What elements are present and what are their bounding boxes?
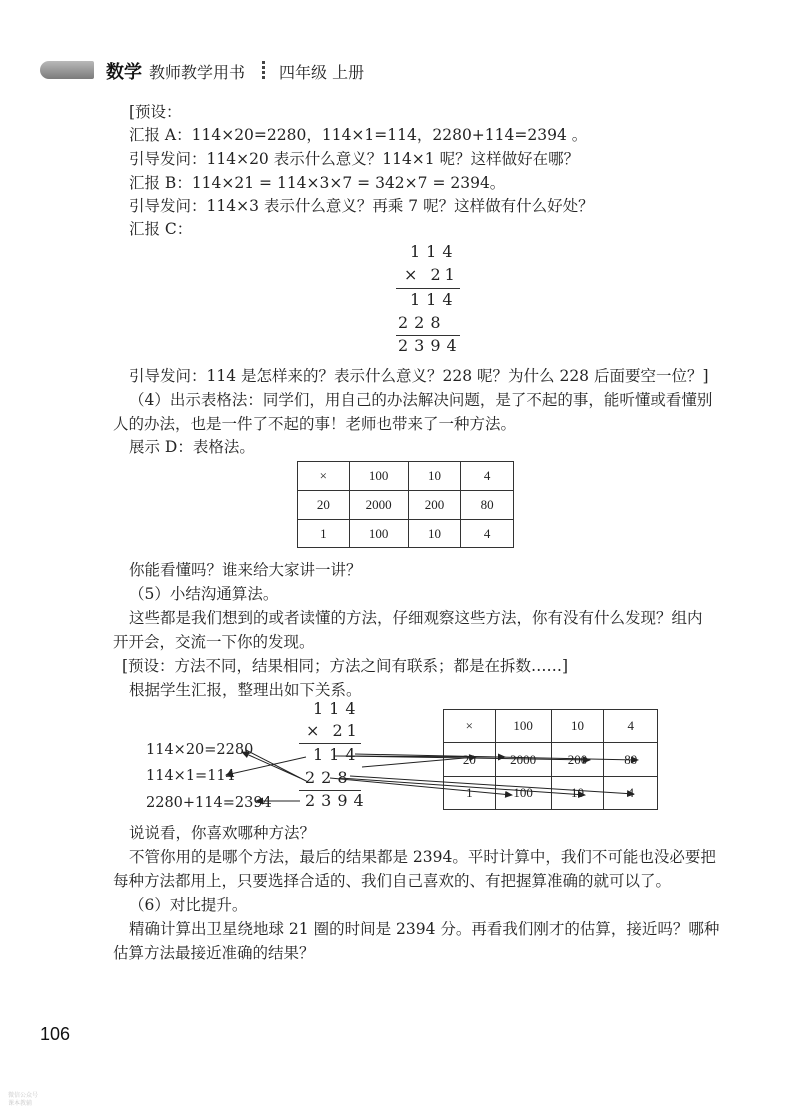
text-line: [预设： bbox=[129, 103, 182, 121]
header-subject: 数学 bbox=[106, 62, 142, 83]
watermark: 微信公众号 课本教辅 bbox=[8, 1092, 39, 1107]
text-line: 不管你用的是哪个方法，最后的结果都是 2394。平时计算中，我们不可能也没必要把 bbox=[129, 848, 716, 866]
header-book-title: 教师教学用书 bbox=[149, 63, 246, 82]
text-line: 你能看懂吗？谁来给大家讲一讲？ bbox=[129, 561, 362, 579]
table-cell: 100 bbox=[495, 710, 551, 743]
table-cell: 2000 bbox=[349, 491, 408, 520]
text-line: 每种方法都用上，只要选择合适的、我们自己喜欢的、有把握算准确的就可以了。 bbox=[113, 872, 672, 890]
text-line: （5）小结沟通算法。 bbox=[129, 585, 279, 603]
text-line: 根据学生汇报，整理出如下关系。 bbox=[129, 681, 362, 699]
arrow-line bbox=[362, 757, 476, 767]
table-cell: 10 bbox=[408, 520, 461, 548]
table-cell: 4 bbox=[461, 462, 514, 491]
calc-partial-1: 114 bbox=[410, 290, 459, 309]
arrow-line bbox=[226, 757, 306, 775]
table-cell: 100 bbox=[495, 777, 551, 810]
table-cell: 80 bbox=[461, 491, 514, 520]
table-cell: 10 bbox=[551, 777, 604, 810]
table-cell: 4 bbox=[604, 777, 658, 810]
table-cell: 100 bbox=[349, 520, 408, 548]
calc-multiplier: × 21 bbox=[404, 265, 459, 284]
arrow-line bbox=[350, 776, 634, 794]
table-cell: 1 bbox=[298, 520, 350, 548]
text-line: 引导发问：114 是怎样来的？表示什么意义？228 呢？为什么 228 后面要空一位？] bbox=[129, 367, 709, 385]
text-line: 汇报 C： bbox=[129, 220, 193, 238]
text-line: 估算方法最接近准确的结果？ bbox=[113, 944, 315, 962]
text-line: 汇报 A：114×20=2280，114×1=114，2280+114=2394 。 bbox=[129, 126, 588, 144]
table-cell: 1 bbox=[444, 777, 496, 810]
text-line: 这些都是我们想到的或者读懂的方法，仔细观察这些方法，你有没有什么发现？组内 bbox=[129, 609, 703, 627]
text-line: 说说看，你喜欢哪种方法？ bbox=[129, 824, 316, 842]
table-cell: 2000 bbox=[495, 743, 551, 777]
text-line: （6）对比提升。 bbox=[129, 896, 248, 914]
table-cell: 4 bbox=[461, 520, 514, 548]
text-line: 引导发问：114×20 表示什么意义？114×1 呢？这样做好在哪？ bbox=[129, 150, 580, 168]
text-line: 开开会，交流一下你的发现。 bbox=[113, 633, 315, 651]
table-cell: × bbox=[298, 462, 350, 491]
page-number: 106 bbox=[40, 1024, 71, 1044]
header-grade: 四年级 上册 bbox=[279, 63, 365, 82]
calc-partial-2: 228 bbox=[398, 313, 447, 332]
relation-calc-result: 2394 bbox=[305, 791, 370, 810]
relation-calc-partial-1: 114 bbox=[313, 745, 362, 764]
relation-calc-multiplicand: 114 bbox=[313, 699, 362, 718]
table-cell: 200 bbox=[408, 491, 461, 520]
relation-calc-partial-2: 228 bbox=[305, 768, 354, 787]
text-line: 汇报 B：114×21 = 114×3×7 = 342×7 = 2394。 bbox=[129, 174, 506, 192]
text-line: 引导发问：114×3 表示什么意义？再乘 7 呢？这样做有什么好处？ bbox=[129, 197, 594, 215]
table-cell: 10 bbox=[551, 710, 604, 743]
table-cell: × bbox=[444, 710, 496, 743]
table-cell: 20 bbox=[298, 491, 350, 520]
text-line: 精确计算出卫星绕地球 21 圈的时间是 2394 分。再看我们刚才的估算，接近吗？哪种 bbox=[129, 920, 720, 938]
text-line: （4）出示表格法：同学们，用自己的办法解决问题，是了不起的事，能听懂或看懂别 bbox=[129, 391, 713, 409]
relation-label-3: 2280+114=2394 bbox=[146, 795, 272, 811]
arrow-line bbox=[246, 750, 308, 782]
relation-calc-multiplier: × 21 bbox=[306, 721, 361, 740]
table-cell: 100 bbox=[349, 462, 408, 491]
calc-result: 2394 bbox=[398, 336, 463, 355]
table-cell: 10 bbox=[408, 462, 461, 491]
text-line: 展示 D：表格法。 bbox=[129, 438, 255, 456]
calc-multiplicand: 114 bbox=[410, 242, 459, 261]
relation-label-1: 114×20=2280 bbox=[146, 742, 254, 758]
arrow-line bbox=[340, 778, 585, 795]
table-cell: 80 bbox=[604, 743, 658, 777]
text-line: [预设：方法不同，结果相同；方法之间有联系；都是在拆数……] bbox=[122, 657, 569, 675]
text-line: 人的办法，也是一件了不起的事！老师也带来了一种方法。 bbox=[113, 415, 517, 433]
relation-label-2: 114×1=114 bbox=[146, 768, 235, 784]
table-cell: 20 bbox=[444, 743, 496, 777]
table-cell: 200 bbox=[551, 743, 604, 777]
table-cell: 4 bbox=[604, 710, 658, 743]
